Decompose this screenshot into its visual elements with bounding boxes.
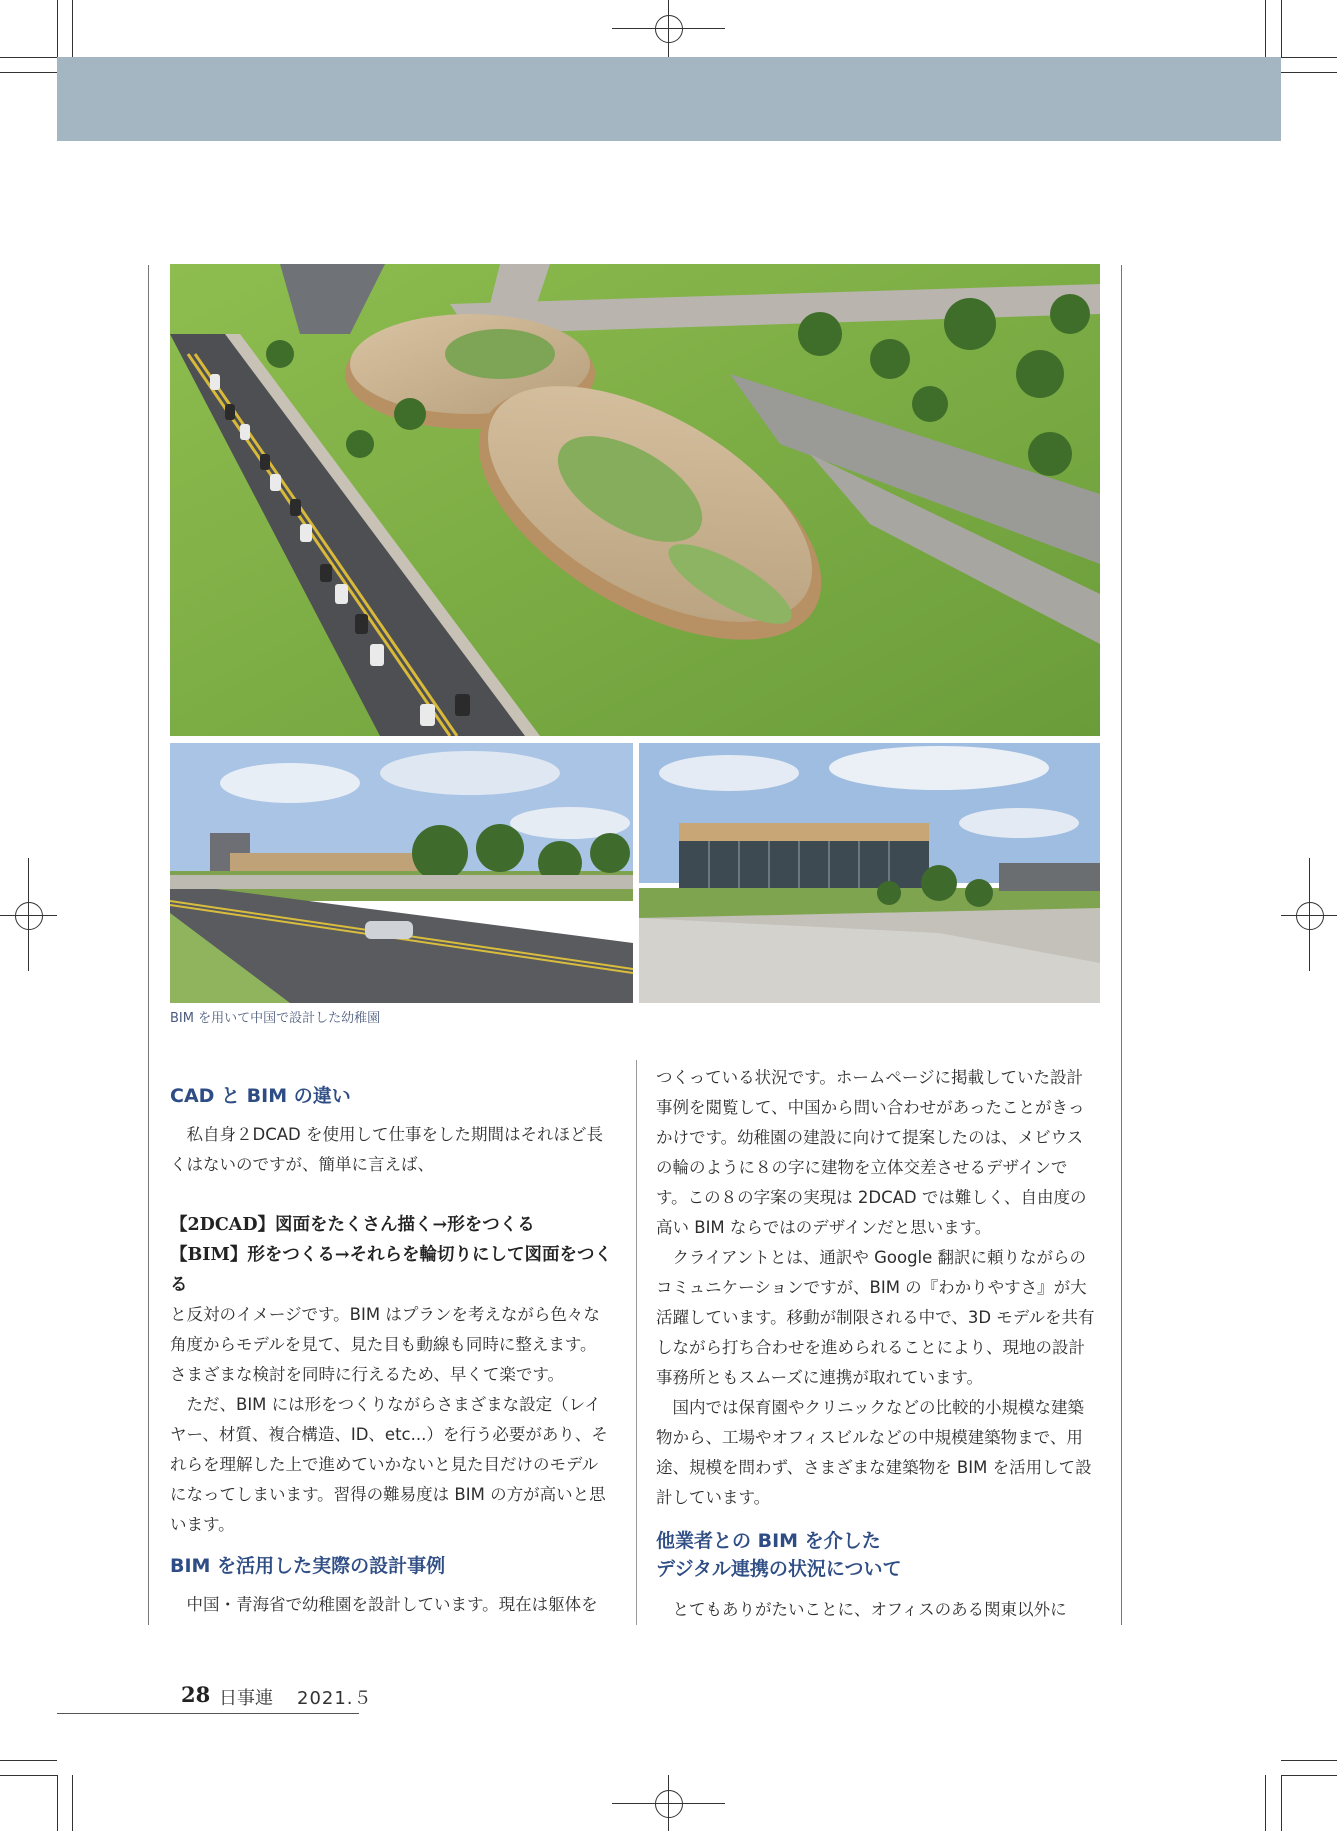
header-band	[57, 57, 1281, 141]
section-heading-digital-collaboration-line2: デジタル連携の状況について	[656, 1558, 902, 1580]
street-view-rendering-image	[170, 743, 633, 1003]
section-heading-cad-vs-bim: CAD と BIM の違い	[170, 1085, 351, 1107]
entrance-rendering-image	[639, 743, 1100, 1003]
right-margin-rule	[1121, 265, 1122, 1625]
paragraph: 中国・青海省で幼稚園を設計しています。現在は躯体を	[186, 1595, 598, 1614]
magazine-name: 日事連	[219, 1688, 273, 1709]
page-number: 28	[181, 1682, 211, 1707]
emphasis-bim: 【BIM】形をつくる→それらを輪切りにして図面をつくる	[170, 1245, 613, 1295]
footer-rule	[57, 1713, 359, 1714]
section-heading-case-study: BIM を活用した実際の設計事例	[170, 1555, 446, 1577]
paragraph: つくっている状況です。ホームページに掲載していた設計事例を閲覧して、中国から問い合わせがあったことがきっかけです。幼稚園の建設に向けて提案したのは、メビウスの輪のように８の字に建物を立体交差させるデザインです。この８の字案の実現は 2DCAD では難しく、自由度の高い BIM ならではのデザインだと思います。	[656, 1068, 1087, 1237]
emphasis-2dcad: 【2DCAD】図面をたくさん描く→形をつくる	[170, 1215, 535, 1235]
spacer	[170, 1180, 612, 1210]
column-divider	[636, 1060, 637, 1625]
left-margin-rule	[148, 265, 149, 1625]
paragraph: とてもありがたいことに、オフィスのある関東以外に	[672, 1600, 1067, 1619]
paragraph: ただ、BIM には形をつくりながらさまざまな設定（レイヤー、材質、複合構造、ID、etc...）を行う必要があり、それらを理解した上で進めていかないと見た目だけのモデルになってしまいます。習得の難易度は BIM の方が高いと思います。	[170, 1395, 608, 1534]
paragraph: 国内では保育園やクリニックなどの比較的小規模な建築物から、工場やオフィスビルなどの中規模建築物まで、用途、規模を問わず、さまざまな建築物を BIM を活用して設計しています。	[656, 1398, 1092, 1507]
paragraph: 私自身２DCAD を使用して仕事をした期間はそれほど長くはないのですが、簡単に言えば、	[170, 1125, 603, 1174]
left-column	[170, 1082, 612, 1620]
section-heading-digital-collaboration: 他業者との BIM を介した	[656, 1530, 881, 1552]
issue-date: 2021.５	[297, 1688, 373, 1709]
aerial-rendering-image	[170, 264, 1100, 736]
paragraph: クライアントとは、通訳や Google 翻訳に頼りながらのコミュニケーションですが、BIM の『わかりやすさ』が大活躍しています。移動が制限される中で、3D モデルを共有しながら打ち合わせを進められることにより、現地の設計事務所ともスムーズに連携が取れています。	[656, 1248, 1095, 1387]
paragraph: と反対のイメージです。BIM はプランを考えながら色々な角度からモデルを見て、見た目も動線も同時に整えます。さまざまな検討を同時に行えるため、早くて楽です。	[170, 1305, 600, 1384]
right-column	[656, 1063, 1099, 1625]
figure-caption: BIM を用いて中国で設計した幼稚園	[170, 1011, 381, 1026]
